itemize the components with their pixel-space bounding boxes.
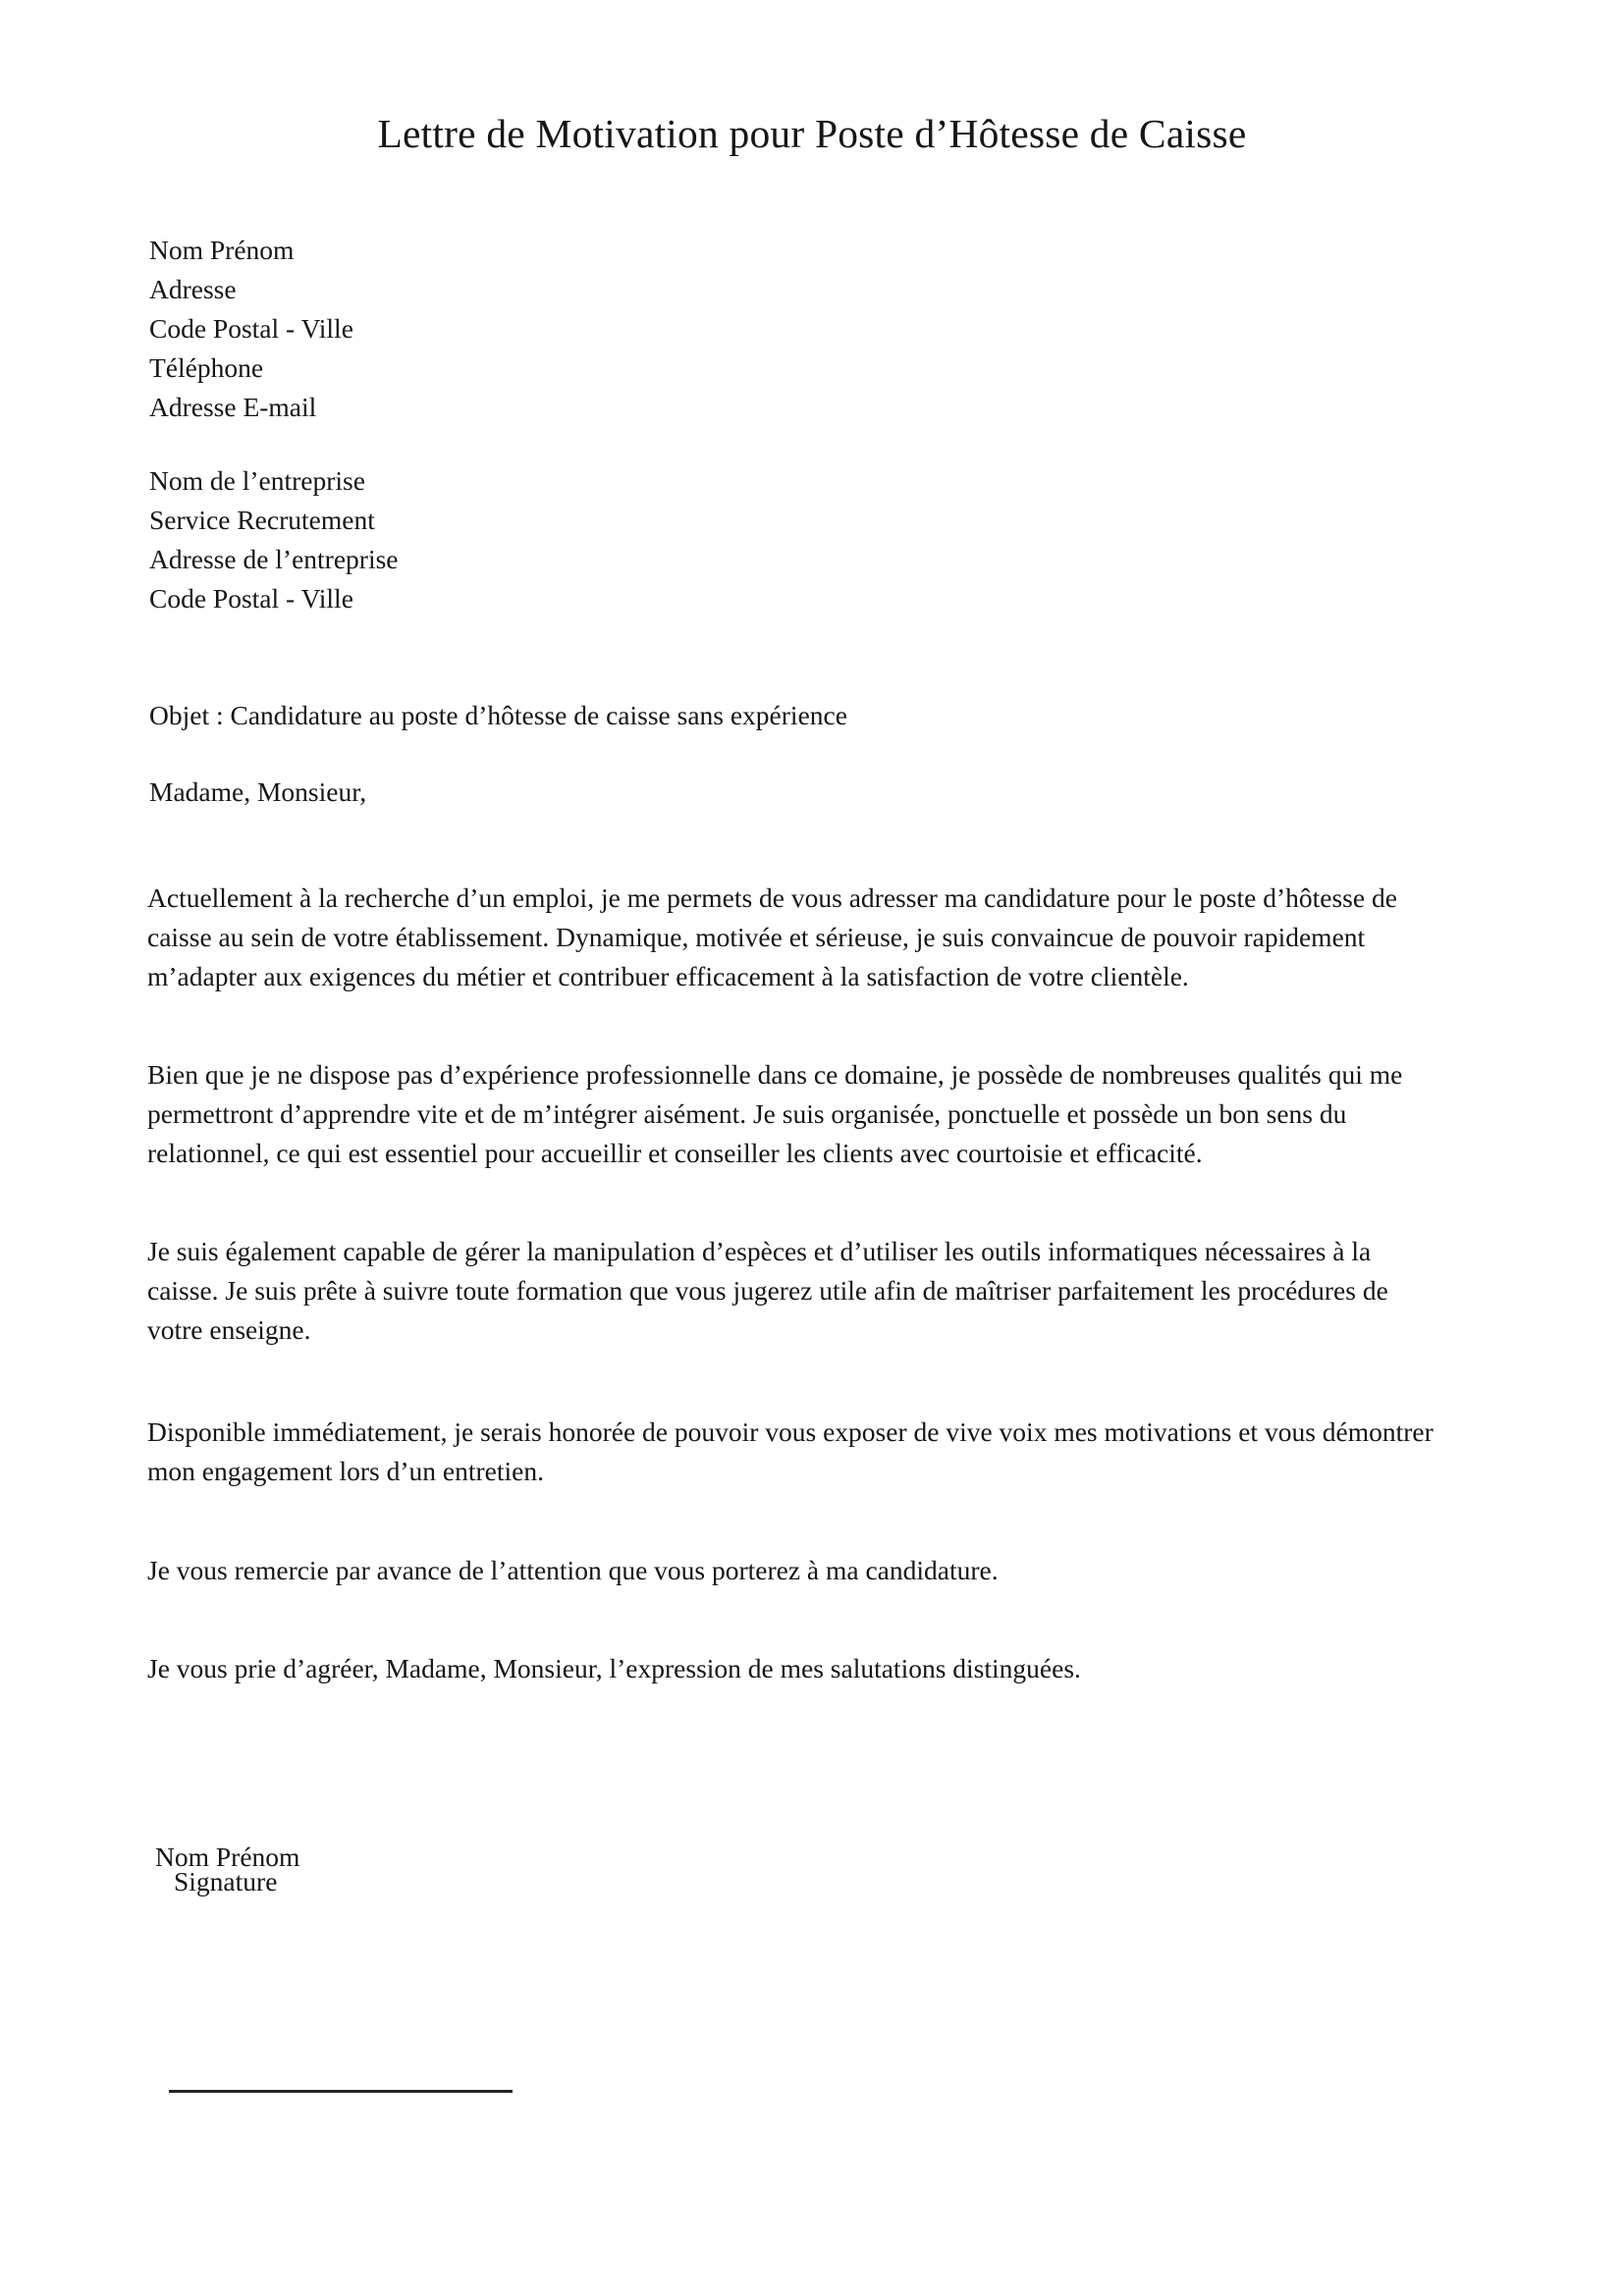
paragraph-line: relationnel, ce qui est essentiel pour accueillir et conseiller les clients avec courtoisie et efficacité. [147,1137,1203,1168]
paragraph-line: Je suis également capable de gérer la manipulation d’espèces et d’utiliser les outils informatiques nécessaires à la [147,1236,1372,1266]
recipient-postal-city: Code Postal - Ville [149,583,353,614]
paragraph-line: Actuellement à la recherche d’un emploi, je me permets de vous adresser ma candidature pour le poste d’hôtesse de [147,882,1397,913]
paragraph-availability [147,1413,1522,1491]
paragraph-line: votre enseigne. [147,1313,311,1345]
sender-phone: Téléphone [149,352,264,383]
signature-block [155,1844,299,1894]
paragraph-line: mon engagement lors d’un entretien. [147,1455,544,1486]
recipient-company: Nom de l’entreprise [149,465,365,496]
paragraph-line: Bien que je ne dispose pas d’expérience professionnelle dans ce domaine, je possède de nombreuses qualités qui me [147,1059,1403,1090]
signature-line [169,2090,513,2093]
paragraph-line: permettront d’apprendre vite et de m’intégrer aisément. Je suis organisée, ponctuelle et possède un bon sens du [147,1097,1347,1129]
recipient-address: Adresse de l’entreprise [149,544,399,574]
recipient-block [149,461,399,618]
paragraph-intro [147,879,1522,995]
paragraph-line: m’adapter aux exigences du métier et contribuer efficacement à la satisfaction de votre clientèle. [147,960,1189,991]
paragraph-line: Je vous remercie par avance de l’attention que vous porterez à ma candidature. [147,1555,999,1585]
sender-block [149,231,353,427]
signature-name: Nom Prénom [155,1842,300,1872]
paragraph-thanks [147,1551,1522,1590]
subject-line: Objet : Candidature au poste d’hôtesse de caisse sans expérience [149,700,847,730]
sender-name: Nom Prénom [149,235,295,265]
paragraph-line: caisse au sein de votre établissement. Dynamique, motivée et sérieuse, je suis convaincue de pouvoir rapidement [147,921,1366,952]
recipient-department: Service Recrutement [149,505,375,535]
paragraph-line: Disponible immédiatement, je serais honorée de pouvoir vous exposer de vive voix mes motivations et vous démontrer [147,1416,1434,1447]
paragraph-closing [147,1649,1522,1688]
paragraph-line: caisse. Je suis prête à suivre toute formation que vous jugerez utile afin de maîtriser parfaitement les procédures de [147,1274,1388,1306]
sender-email: Adresse E-mail [149,392,317,422]
salutation: Madame, Monsieur, [149,776,367,807]
sender-postal-city: Code Postal - Ville [149,313,353,344]
letter-title: Lettre de Motivation pour Poste d’Hôtesse de Caisse [377,111,1247,156]
paragraph-qualities [147,1055,1522,1172]
paragraph-skills [147,1232,1522,1349]
paragraph-line: Je vous prie d’agréer, Madame, Monsieur, l’expression de mes salutations distinguées. [147,1653,1081,1683]
sender-address: Adresse [149,274,237,304]
signature-label: Signature [174,1866,278,1896]
